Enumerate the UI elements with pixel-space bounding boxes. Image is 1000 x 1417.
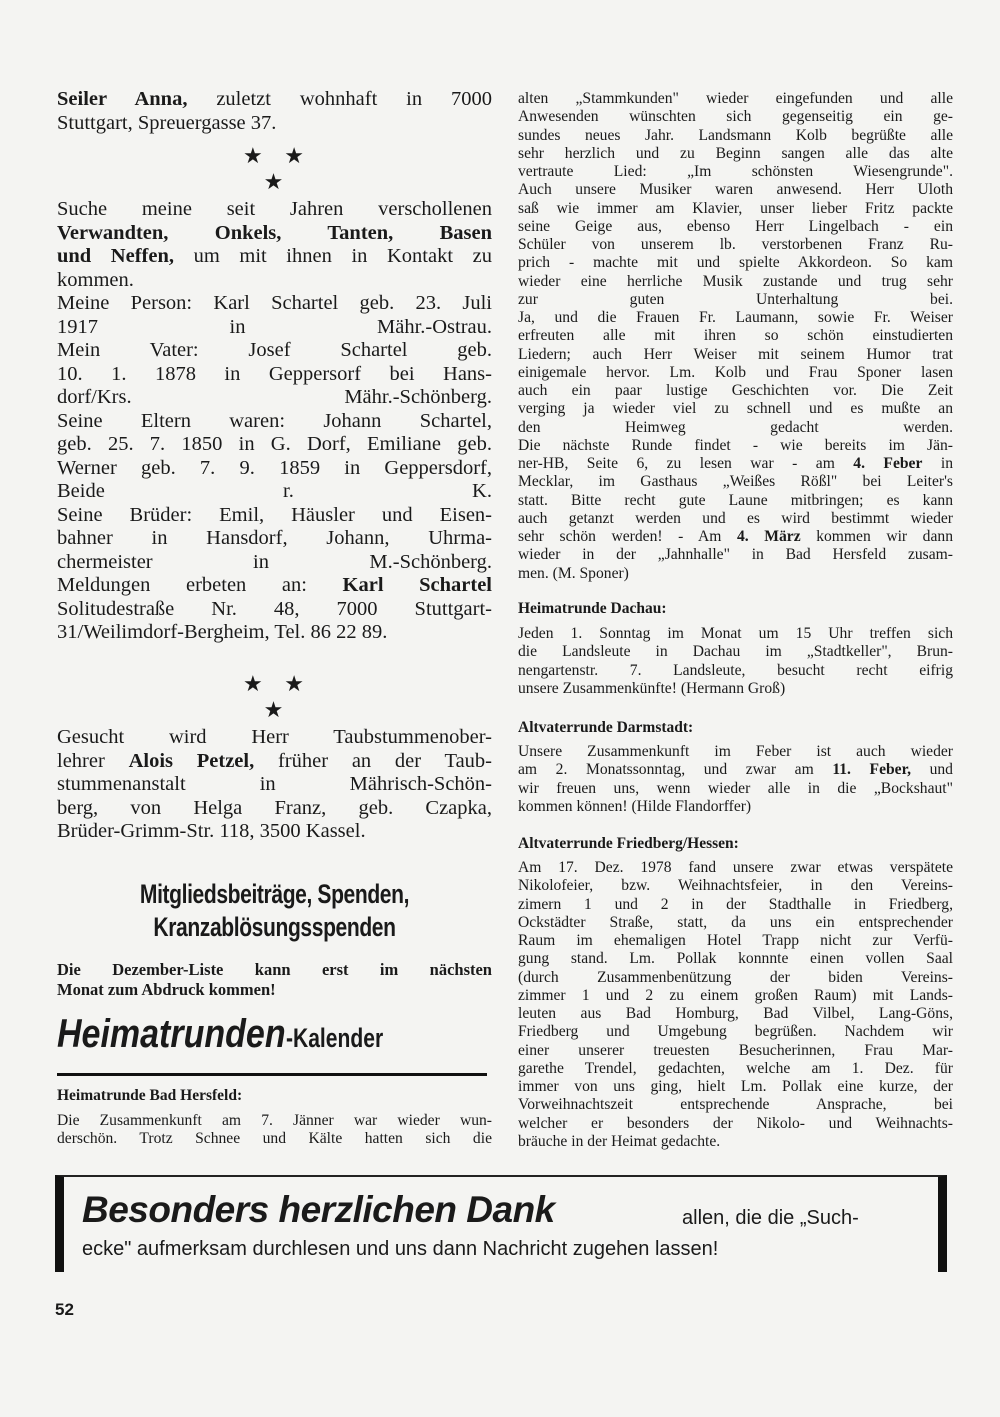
text-line [57,88,492,112]
text-line [518,877,953,895]
text-segment: Mein Vater: Josef Schartel geb. [57,339,492,361]
text-segment: welcher er besonders der Nikolo- und Weihnachts- [518,1114,953,1132]
text-line [518,1133,953,1151]
page-number: 52 [55,1300,74,1319]
calendar-heading [57,1012,410,1057]
calendar-heading-script: Heimatrunden [57,1012,286,1056]
text-segment: nengartenstr. 7. Landsleute, besucht recht eifrig [518,661,953,679]
text-line [518,987,953,1005]
text-line [518,528,953,546]
text-line [518,780,953,798]
text-line [518,90,953,108]
text-segment: Seine Brüder: Emil, Häusler und Eisen- [57,503,492,526]
membership-heading [105,878,444,944]
text-segment: 10. 1. 1878 in Geppersorf bei Hans- [57,362,492,385]
text-segment: bräuche in der Heimat gedachte. [518,1132,721,1150]
text-segment: berg, von Helga Franz, geb. Czapka, [57,796,492,819]
text-line [518,625,953,643]
thanks-headline: Besonders herzlichen Dank [82,1189,555,1230]
text-segment: Gesucht wird Herr Taubstummenober- [57,726,492,748]
heading-rule [57,1073,487,1076]
text-segment: zimmer 1 und 2 zu einem großen Raum) mit Lands- [518,986,953,1004]
text-line [518,218,953,236]
section-heading-bad-hersfeld: Heimatrunde Bad Hersfeld: [57,1087,243,1104]
calendar-heading-word: -Kalender [285,1023,384,1053]
text-segment: auch ein paar lustige Geschichten vor. Die Zeit [518,382,953,399]
text-segment: Mecklar, im Gasthaus „Weißes Rößl" bei Leiter's [518,473,953,491]
text-line [518,309,953,327]
text-line [518,273,953,291]
text-line [57,820,492,844]
search-notice-petzel [57,726,492,844]
star-divider: ★ ★ ★ [243,143,312,194]
text-line [518,163,953,181]
section-heading-friedberg: Altvaterrunde Friedberg/Hessen: [518,835,739,852]
text-segment: Jeden 1. Sonntag im Monat um 15 Uhr treffen sich [518,625,953,642]
text-line [518,492,953,510]
text-segment: kommen wir dann [800,528,953,545]
text-line [518,1078,953,1096]
text-segment: in [922,455,953,472]
text-line [518,662,953,680]
text-segment: Unsere Zusammenkunft im Feber ist auch wieder [518,743,953,760]
search-notice-schartel [57,198,492,645]
text-segment: kommen. [57,268,134,291]
friedberg-text [518,859,953,1151]
text-line [57,621,492,645]
text-segment: stummenanstalt in Mährisch-Schön- [57,773,492,795]
text-segment: Friedberg und Umgebung begrüßen. Nachdem wir [518,1023,953,1041]
seiler-notice [57,88,492,135]
text-line [518,291,953,309]
text-segment: Die Zusammenkunft am 7. Jänner war wieder wun- [57,1112,492,1129]
text-segment: sehr herzlich und zu Beginn sangen alle das alte [518,144,953,162]
text-segment: statt. Bitte recht gute Laune mitbringen; es kann [518,491,953,509]
membership-heading-line: Kranzablösungsspenden [153,912,396,942]
text-line [518,437,953,455]
text-line [57,504,492,528]
text-segment: Liedern; auch Herr Weiser mit seinem Humor trat [518,345,953,363]
text-line [57,527,492,551]
membership-heading-line: Mitgliedsbeiträge, Spenden, [139,879,410,909]
text-segment: 31/Weilimdorf-Bergheim, Tel. 86 22 89. [57,621,388,643]
text-segment: einer unserer treuesten Besucherinnen, Frau Mar- [518,1041,953,1059]
text-segment: kommen können! (Hilde Flandorffer) [518,797,752,815]
text-line [518,181,953,199]
text-line [518,145,953,163]
text-segment: Meine Person: Karl Schartel geb. 23. Juli [57,292,492,314]
text-line [518,680,953,698]
text-line [518,473,953,491]
text-segment: Anwesenden wünschten sich gegenseitig ein ge- [518,108,953,126]
bold-text: 4. Feber [853,455,923,472]
text-segment: Raum im ehemaligen Hotel Trapp nicht zur Verfü- [518,932,953,949]
text-line [518,1060,953,1078]
text-line [518,382,953,400]
text-line [57,410,492,434]
text-segment: Am 17. Dez. 1978 fand unsere zwar etwas verspätete [518,859,953,876]
text-segment: alten „Stammkunden" wieder eingefunden und alle [518,90,953,107]
bold-text: Seiler Anna, [57,88,188,110]
text-line [57,1130,492,1148]
text-segment: Die nächste Runde findet - wie bereits im Jän- [518,436,953,454]
text-segment: saß wie immer am Klavier, unser lieber Fritz packte [518,199,953,217]
text-segment: erfreuten alle mit ihren so schön einstudierten [518,327,953,345]
text-segment: gung stand. Lm. Pollak konnnte einen vollen Saal [518,950,953,968]
text-line [57,316,492,340]
text-segment: Meldungen erbeten an: [57,574,343,596]
bold-text: Verwandten, Onkels, Tanten, Basen [57,221,492,244]
text-line [518,364,953,382]
text-segment: derschön. Trotz Schnee und Kälte hatten sich die [57,1130,492,1148]
text-line [518,743,953,761]
thanks-text-line: ecke" aufmerksam durchlesen und uns dann Nachricht zugehen lassen! [82,1238,719,1260]
text-segment: 1917 in Mähr.-Ostrau. [57,315,492,338]
text-segment: immer von uns ging, hielt Lm. Pollak eine kurze, der [518,1078,953,1095]
text-line [57,269,492,293]
text-segment: Beide r. K. [57,480,492,502]
text-segment: lehrer [57,749,129,772]
bad-hersfeld-text-continued [518,90,953,583]
text-segment: Stuttgart, Spreuergasse 37. [57,111,277,134]
text-line [518,127,953,145]
darmstadt-text [518,743,953,816]
text-segment: wir freuen uns, wenn wieder alle in die „Bockshaut" [518,779,953,797]
text-line [518,643,953,661]
text-segment: wieder in der „Jahnhalle" in Bad Hersfeld zusam- [518,546,953,564]
text-line [518,510,953,528]
text-line [518,914,953,932]
text-line [518,798,953,816]
text-line [57,222,492,246]
text-line [57,980,492,1000]
text-segment: prich - machte mit und spielte Akkordeon. So kam [518,254,953,272]
text-segment: ner-HB, Seite 6, zu lesen war - am [518,455,854,472]
text-line [518,419,953,437]
text-segment: Seine Eltern waren: Johann Schartel, [57,409,492,432]
text-segment: früher an der Taub- [254,749,493,772]
text-line [57,292,492,316]
section-heading-dachau: Heimatrunde Dachau: [518,600,667,617]
text-segment: leuten aus Bad Homburg, Bad Vilbel, Lang-Göns, [518,1005,953,1022]
text-segment: zur guten Unterhaltung bei. [518,290,953,308]
text-line [57,363,492,387]
text-segment: unsere Zusammenkünfte! (Hermann Groß) [518,679,786,697]
text-line [518,950,953,968]
text-line [57,339,492,363]
text-line [57,480,492,504]
text-segment: am 2. Monatssonntag, und zwar am [518,761,833,779]
text-segment: zimern 1 und 2 in der Stadthalle in Friedberg, [518,895,953,913]
text-line [518,1005,953,1023]
text-segment: Suche meine seit Jahren verschollenen [57,198,492,220]
text-line [518,346,953,364]
text-segment: garethe Trendel, gedachten, welche am 1. Dez. für [518,1059,953,1077]
text-segment: men. (M. Sponer) [518,564,629,582]
bold-text: Karl Schartel [342,574,492,596]
text-segment: Auch unsere Musiker waren anwesend. Herr Uloth [518,181,953,199]
text-line [57,726,492,750]
text-segment: (durch Zusammenbenützung der biden Vereins- [518,968,953,986]
text-segment: Die Dezember-Liste kann erst im nächsten [57,960,492,979]
text-line [518,455,953,473]
text-line [518,1115,953,1133]
text-line [518,400,953,418]
text-segment: chermeister in M.-Schönberg. [57,550,492,573]
text-segment: Solitudestraße Nr. 48, 7000 Stuttgart- [57,597,492,620]
text-segment: wieder eine herrliche Musik zustande und trug sehr [518,272,953,290]
text-segment: sehr schön werden! - Am [518,528,737,545]
text-line [57,598,492,622]
text-line [518,1042,953,1060]
thanks-text-line: allen, die die „Such- [682,1207,859,1229]
text-line [518,108,953,126]
text-line [518,565,953,583]
bad-hersfeld-text [57,1112,492,1149]
text-line [57,1112,492,1130]
text-line [57,245,492,269]
dachau-text [518,625,953,698]
text-line [57,960,492,980]
text-line [518,327,953,345]
text-segment: seine Geige aus, ebenso Herr Lingelbach - ein [518,217,953,235]
text-line [57,457,492,481]
text-segment: Monat zum Abdruck kommen! [57,980,276,999]
text-segment: Ja, und die Frauen Fr. Laumann, sowie Fr. Weiser [518,309,953,326]
text-line [518,859,953,877]
thanks-box [55,1175,947,1272]
text-line [518,932,953,950]
text-line [518,761,953,779]
text-line [57,551,492,575]
text-segment: vertraute Lied: „Im schönsten Wiesengrunde". [518,163,953,180]
text-line [57,750,492,774]
text-segment: auch getanzt werden und es wird bestimmt wieder [518,509,953,527]
text-segment: den Heimweg gedacht werden. [518,418,953,436]
bold-text: und Neffen, [57,245,174,267]
text-segment: sundes neues Jahr. Landsmann Kolb begrüßte alle [518,126,953,144]
text-line [518,200,953,218]
text-segment: die Landsleute in Dachau im „Stadtkeller", Brun- [518,643,953,661]
text-line [518,546,953,564]
bold-text: 4. März [737,528,801,545]
text-segment: Brüder-Grimm-Str. 118, 3500 Kassel. [57,820,366,842]
text-segment: Nikolofeier, bzw. Weihnachtsfeier, in den Vereins- [518,877,953,895]
december-list-notice [57,960,492,1000]
text-segment: verging ja wieder viel zu schnell und es mußte an [518,400,953,418]
bold-text: Alois Petzel, [128,749,255,772]
text-line [57,773,492,797]
text-segment: bahner in Hansdorf, Johann, Uhrma- [57,527,492,549]
text-segment: Ockstädter Straße, statt, da uns ein entsprechender [518,913,953,931]
text-line [57,797,492,821]
text-line [518,1096,953,1114]
text-line [518,969,953,987]
text-line [57,386,492,410]
star-divider: ★ ★ ★ [243,671,312,722]
text-segment: einigemale hervor. Lm. Kolb und Frau Sponer lasen [518,363,953,381]
text-line [57,574,492,598]
text-line [518,896,953,914]
text-segment: geb. 25. 7. 1850 in G. Dorf, Emiliane geb. [57,433,492,455]
text-line [57,112,492,136]
text-segment: Schüler von unserem lb. verstorbenen Franz Ru- [518,236,953,253]
text-segment: zuletzt wohnhaft in 7000 [187,88,492,110]
text-line [57,198,492,222]
text-segment: dorf/Krs. Mähr.-Schönberg. [57,386,492,408]
text-line [518,1023,953,1041]
text-line [518,254,953,272]
text-segment: Werner geb. 7. 9. 1859 in Geppersdorf, [57,456,492,479]
text-segment: um mit ihnen in Kontakt zu [173,245,492,267]
bold-text: 11. Feber, [832,761,911,779]
text-segment: Vorweihnachtszeit entsprechende Ansprache, bei [518,1096,953,1114]
text-line [518,236,953,254]
text-line [57,433,492,457]
section-heading-darmstadt: Altvaterrunde Darmstadt: [518,719,694,736]
text-segment: und [910,761,953,779]
